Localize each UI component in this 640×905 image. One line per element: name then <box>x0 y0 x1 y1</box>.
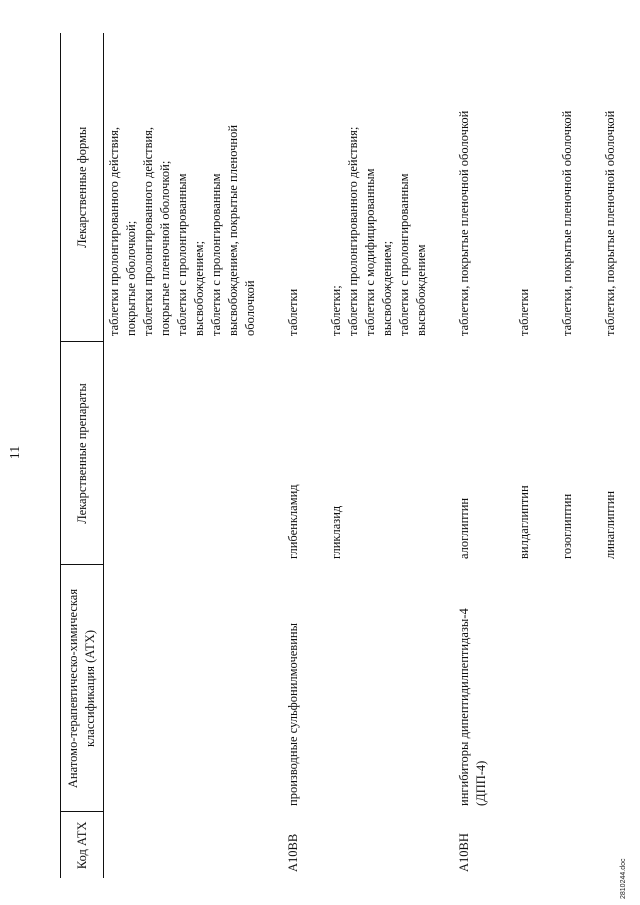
drug-name: линаглиптин <box>603 490 617 559</box>
form-line: высвобождением; <box>380 240 394 336</box>
form-line: таблетки; <box>329 285 343 336</box>
form-line: высвобождением; <box>192 240 206 336</box>
forms-cell: таблетки, покрытые пленочной оболочкой <box>560 110 574 336</box>
table-row <box>283 33 304 878</box>
header-drugs: Лекарственные препараты <box>61 342 104 565</box>
table-header-row <box>61 33 104 878</box>
forms-cell: таблетки, покрытые пленочной оболочкой <box>603 110 617 336</box>
forms-cell: таблетки, покрытые пленочной оболочкой <box>457 110 471 336</box>
form-line: таблетки с пролонгированным <box>209 173 223 336</box>
atx-class: производные сульфонилмочевины <box>286 623 300 806</box>
form-line: высвобождением <box>414 244 428 336</box>
form-line: таблетки пролонгированного действия, <box>141 126 155 336</box>
forms-cell <box>104 33 262 342</box>
form-line: высвобождением, покрытые пленочной <box>226 124 240 336</box>
form-line: таблетки <box>286 288 300 336</box>
atx-table <box>60 33 621 878</box>
form-line: таблетки с модифицированным <box>363 168 377 336</box>
table-row <box>326 33 432 878</box>
form-line: таблетки пролонгированного действия, <box>107 126 121 336</box>
atx-code: A10BB <box>286 833 300 872</box>
form-line: таблетки с пролонгированным <box>397 173 411 336</box>
table-row <box>514 33 535 878</box>
header-forms: Лекарственные формы <box>61 33 104 342</box>
drug-name: алоглиптин <box>457 497 471 559</box>
drug-name: вилдаглиптин <box>517 485 531 559</box>
table-row <box>600 33 621 878</box>
atx-code: A10BH <box>457 833 471 872</box>
form-line: оболочкой <box>243 280 257 336</box>
drug-name: глибенкламид <box>286 484 300 559</box>
forms-cell <box>326 33 432 342</box>
drug-name: гликлазид <box>329 505 343 559</box>
header-code: Код АТХ <box>61 812 104 878</box>
table-row <box>104 33 262 878</box>
table-row <box>557 33 578 878</box>
header-class: Анатомо-терапевтическо-химическая классификация (АТХ) <box>61 565 104 812</box>
drug-name: гозоглиптин <box>560 493 574 559</box>
file-footer: 2810244.doc <box>620 858 627 899</box>
form-line: покрытые пленочной оболочкой; <box>158 160 172 336</box>
page-number: 11 <box>8 445 23 460</box>
form-line: таблетки с пролонгированным <box>175 173 189 336</box>
atx-class: ингибиторы дипептидилпептидазы-4 (ДПП-4) <box>457 608 488 806</box>
form-line: таблетки пролонгированного действия; <box>346 126 360 336</box>
forms-cell: таблетки <box>517 288 531 336</box>
form-line: покрытые оболочкой; <box>124 220 138 336</box>
forms-cell <box>283 33 304 342</box>
table-row <box>454 33 492 878</box>
